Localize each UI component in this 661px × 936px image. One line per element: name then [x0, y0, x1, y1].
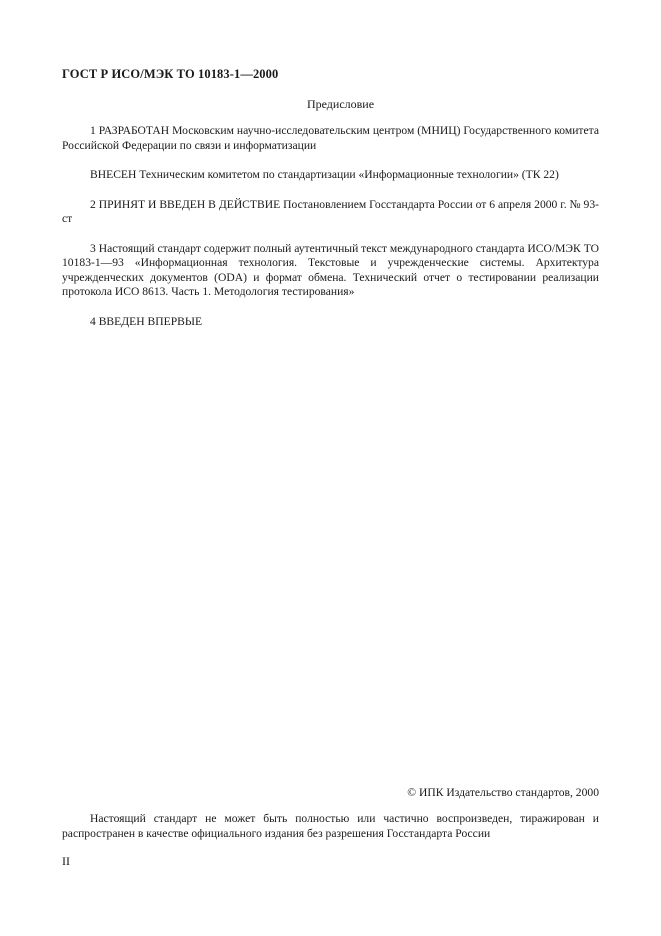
foreword-body — [62, 124, 599, 344]
paragraph-adopted: 2 ПРИНЯТ И ВВЕДЕН В ДЕЙСТВИЕ Постановлением Госстандарта России от 6 апреля 2000 г. № 93-ст — [62, 197, 599, 225]
paragraph-introduced-first: 4 ВВЕДЕН ВПЕРВЫЕ — [90, 314, 203, 328]
foreword-title: Предисловие — [306, 97, 375, 111]
reproduction-notice: Настоящий стандарт не может быть полностью или частично воспроизведен, тиражирован и распространен в качестве официального издания без разрешения Госстандарта России — [62, 812, 599, 840]
paragraph-standard-contents: 3 Настоящий стандарт содержит полный аутентичный текст международного стандарта ИСО/МЭК ТО 10183-1—93 «Информационная технология. Текстовые и учрежденческие системы. Архитектура учрежденческих документов (ODA) и формат обмена. Технический отчет о тестировании реализации протокола ИСО 8613. Часть 1. Методология тестирования» — [62, 241, 599, 298]
paragraph-submitted-by: ВНЕСЕН Техническим комитетом по стандартизации «Информационные технологии» (ТК 22) — [90, 168, 559, 181]
paragraph-developed-by: 1 РАЗРАБОТАН Московским научно-исследовательским центром (МНИЦ) Государственного комитета Российской Федерации по связи и информатизации — [62, 124, 599, 152]
standard-code-header: ГОСТ Р ИСО/МЭК ТО 10183-1—2000 — [62, 67, 279, 81]
copyright-line: © ИПК Издательство стандартов, 2000 — [407, 786, 599, 799]
page-number: II — [62, 854, 70, 868]
